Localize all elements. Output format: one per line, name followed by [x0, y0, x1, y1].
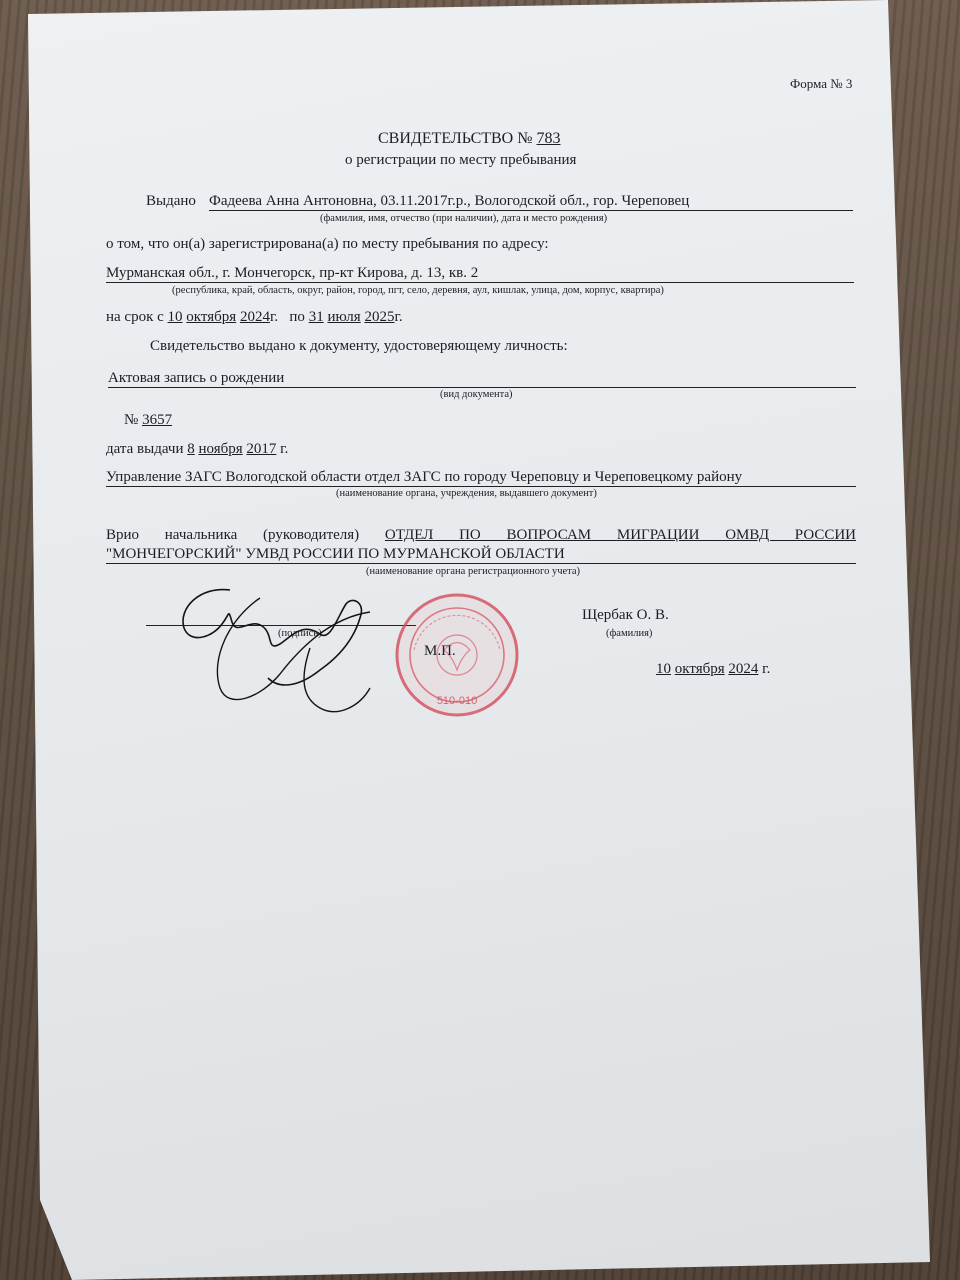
sign-date-day: 10 [656, 661, 671, 677]
issuer-value: Управление ЗАГС Вологодской области отдел ЗАГС по городу Череповцу и Череповецкому району [106, 469, 743, 485]
stamp-code: 510-010 [436, 695, 478, 707]
address-caption: (республика, край, область, округ, район, город, пгт, село, деревня, аул, кишлак, улица, дом, корпус, квартира) [172, 285, 664, 296]
certificate-title [378, 130, 561, 148]
issue-date-prefix: дата выдачи [106, 441, 184, 457]
stamp-label: М.П. [424, 643, 456, 659]
signature-caption: (подпись) [278, 628, 322, 639]
issue-date-year: 2017 [246, 441, 277, 457]
term-to-suffix: г. [394, 309, 403, 325]
sign-date-year: 2024 [728, 661, 759, 677]
term-row [106, 309, 403, 326]
sign-date-month: октября [674, 661, 725, 677]
signature-scribble [170, 578, 390, 728]
registered-text: о том, что он(а) зарегистрирована(а) по месту пребывания по адресу: [106, 236, 549, 252]
issued-prefix: Выдано [146, 193, 196, 209]
document-caption: (вид документа) [440, 389, 513, 400]
certificate-subtitle: о регистрации по месту пребывания [345, 152, 577, 168]
issuer-line [106, 486, 856, 487]
form-label: Форма № 3 [790, 76, 853, 91]
issued-line [209, 210, 853, 211]
document-number-row [124, 412, 172, 429]
issue-date-month: ноября [198, 441, 243, 457]
sign-date-row [656, 661, 770, 678]
term-from-day: 10 [167, 309, 183, 325]
certificate-number: 783 [536, 130, 561, 147]
authority-line1: ОТДЕЛ ПО ВОПРОСАМ МИГРАЦИИ ОМВД РОССИИ [384, 527, 857, 543]
issue-date-suffix: г. [280, 441, 289, 457]
title-word: СВИДЕТЕЛЬСТВО № [378, 130, 533, 147]
authority-line2: "МОНЧЕГОРСКИЙ" УМВД РОССИИ ПО МУРМАНСКОЙ ОБЛАСТИ [106, 546, 565, 562]
term-from-year: 2024 [239, 309, 270, 325]
document-line [108, 387, 856, 388]
term-from-month: октября [186, 309, 237, 325]
term-to-word: по [289, 309, 305, 325]
document-number: 3657 [142, 412, 173, 428]
term-to-day: 31 [308, 309, 324, 325]
official-surname: Щербак О. В. [582, 607, 669, 623]
sign-date-suffix: г. [762, 661, 771, 677]
authority-underline [106, 563, 856, 564]
address-line [106, 282, 854, 283]
document-type: Актовая запись о рождении [108, 370, 285, 386]
issue-date-row [106, 441, 288, 458]
term-to-month: июля [327, 309, 361, 325]
term-to-year: 2025 [364, 309, 395, 325]
issuer-caption: (наименование органа, учреждения, выдавшего документ) [336, 488, 597, 499]
term-prefix: на срок с [106, 309, 164, 325]
address-value: Мурманская обл., г. Мончегорск, пр-кт Кирова, д. 13, кв. 2 [106, 265, 479, 281]
document-number-prefix: № [124, 412, 139, 428]
authority-prefix: Врио начальника (руководителя) [106, 527, 360, 543]
term-from-suffix: г. [269, 309, 279, 325]
official-stamp [392, 590, 522, 720]
authority-caption: (наименование органа регистрационного учета) [366, 566, 581, 577]
issued-caption: (фамилия, имя, отчество (при наличии), дата и место рождения) [320, 213, 608, 224]
issued-person: Фадеева Анна Антоновна, 03.11.2017г.р., Вологодской обл., гор. Череповец [209, 193, 690, 209]
surname-caption: (фамилия) [606, 628, 653, 639]
document-intro: Свидетельство выдано к документу, удостоверяющему личность: [150, 338, 568, 354]
authority-row [106, 527, 856, 544]
issue-date-day: 8 [187, 441, 195, 457]
